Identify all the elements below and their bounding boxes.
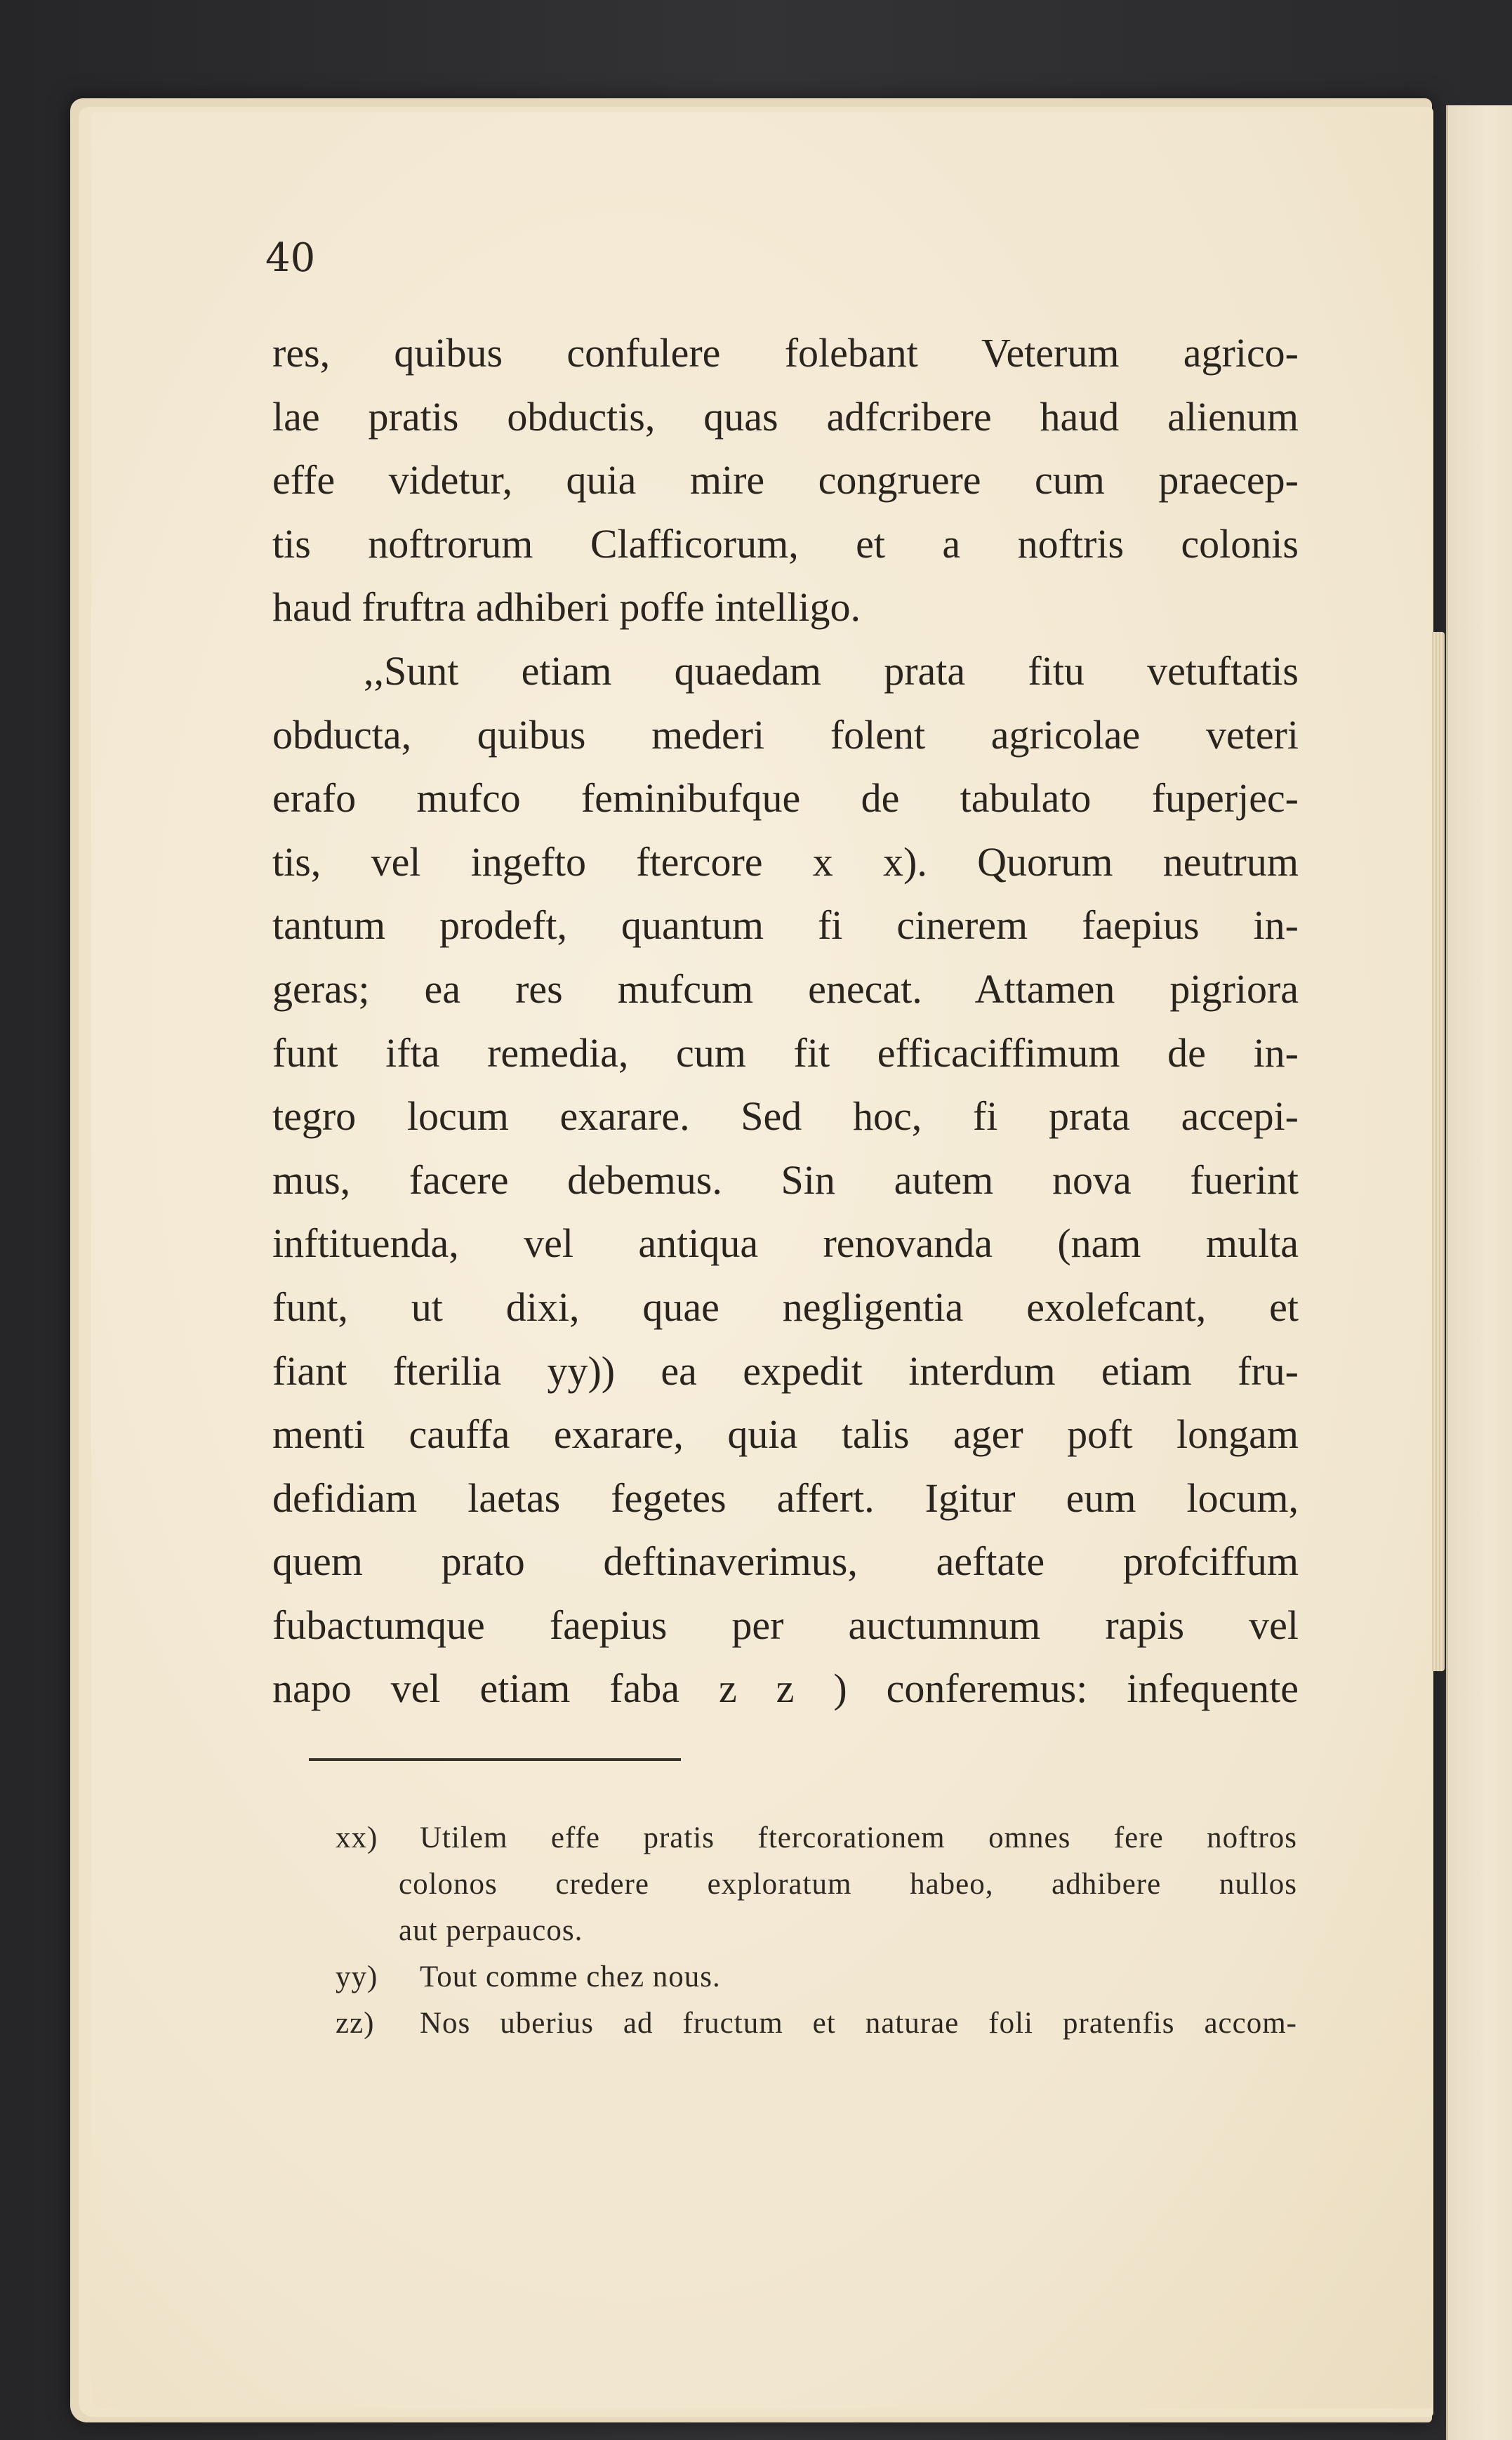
text-line: tis noftrorum Clafficorum, et a noftris colonis [272,520,1299,567]
text-line: haud fruftra adhiberi poffe intelligo. [272,584,861,631]
text-line: tegro locum exarare. Sed hoc, fi prata accepi- [272,1093,1299,1140]
text-line: menti cauffa exarare, quia talis ager poft longam [272,1411,1299,1458]
text-line: napo vel etiam faba z z ) conferemus: infequente [272,1666,1299,1712]
footnotes [336,1815,1297,2047]
text-line: tantum prodeft, quantum fi cinerem faepius in- [272,902,1299,949]
text-line: lae pratis obductis, quas adfcribere haud alienum [272,393,1299,440]
text-line: res, quibus confulere folebant Veterum agrico- [272,330,1299,376]
text-line: defidiam laetas fegetes affert. Igitur eum locum, [272,1475,1299,1521]
footnote-zz [336,2000,1297,2047]
text-line: effe videtur, quia mire congruere cum praecep- [272,457,1299,503]
text-line: inftituenda, vel antiqua renovanda (nam multa [272,1220,1299,1267]
text-line: fubactumque faepius per auctumnum rapis vel [272,1602,1299,1648]
text-line: erafo mufco feminibufque de tabulato fuperjec- [272,775,1299,822]
footnote-line: Utilem effe pratis ftercorationem omnes fere noftros [420,1821,1297,1854]
text-line: tis, vel ingefto ftercore x x). Quorum neutrum [272,838,1299,885]
text-line: quem prato deftinaverimus, aeftate profciffum [272,1538,1299,1585]
footnote-line: aut perpaucos. [399,1914,583,1947]
text-line: funt ifta remedia, cum fit efficaciffimum de in- [272,1029,1299,1076]
footnote-line: colonos credere exploratum habeo, adhibere nullos [399,1868,1297,1901]
footnote-xx [336,1815,1297,1954]
footnote-line: Tout comme chez nous. [420,1960,721,1993]
page-number: 40 [265,235,316,281]
footnote-mark: zz) [336,2007,375,2040]
main-text [272,322,1299,1721]
facing-page-edge [1446,105,1512,2440]
text-line: ,,Sunt etiam quaedam prata fitu vetuftatis [364,647,1299,694]
text-line: geras; ea res mufcum enecat. Attamen pigriora [272,965,1299,1012]
footnote-mark: yy) [336,1960,378,1993]
footnote-line: Nos uberius ad fructum et naturae foli pratenfis accom- [420,2007,1297,2040]
text-line: funt, ut dixi, quae negligentia exolefcant, et [272,1284,1299,1330]
footnote-yy [336,1954,1297,2000]
footnote-mark: xx) [336,1821,378,1854]
text-line: obducta, quibus mederi folent agricolae veteri [272,711,1299,758]
text-line: fiant fterilia yy)) ea expedit interdum etiam fru- [272,1347,1299,1394]
text-line: mus, facere debemus. Sin autem nova fuerint [272,1156,1299,1203]
footnote-rule [309,1758,681,1761]
